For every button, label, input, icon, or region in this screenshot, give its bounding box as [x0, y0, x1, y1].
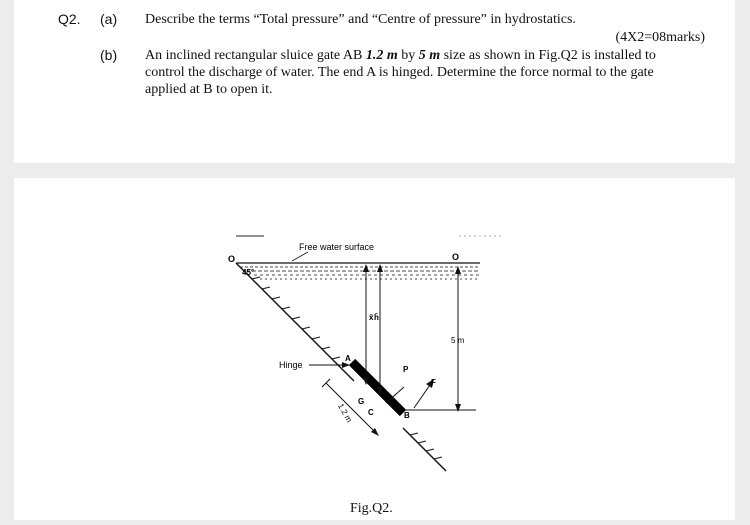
- gate-width: 1.2 m: [365, 48, 398, 63]
- water-surface: [236, 263, 480, 279]
- question-number: Q2.: [58, 11, 81, 27]
- point-g-label: G: [358, 397, 365, 406]
- figure-page: [14, 178, 735, 520]
- hbar-label: h̄: [374, 313, 379, 322]
- point-b-label: B: [404, 411, 410, 420]
- origin-right-label: O: [452, 252, 460, 262]
- part-a-text: Describe the terms “Total pressure” and “Centre of pressure” in hydrostatics.: [145, 12, 576, 27]
- gate-length: 5 m: [418, 48, 441, 63]
- question-page: [14, 0, 735, 163]
- free-surface-label: Free water surface: [299, 242, 375, 252]
- xbar-label: x̄: [369, 313, 374, 322]
- gate-length-label: 1.2 m: [336, 402, 354, 424]
- inclined-wall: [236, 263, 446, 471]
- force-f-label: F: [431, 378, 436, 387]
- point-c-label: C: [368, 408, 374, 417]
- part-a-marks: (4X2=08marks): [615, 30, 705, 45]
- figure-caption: Fig.Q2.: [350, 501, 393, 516]
- free-surface-leader: [292, 252, 308, 261]
- point-p-label: P: [403, 365, 409, 374]
- depth-5m-label: 5 m: [451, 336, 465, 345]
- part-b-label: (b): [100, 47, 118, 63]
- sluice-gate-diagram: [14, 178, 735, 520]
- part-a-label: (a): [100, 11, 118, 27]
- point-a-label: A: [345, 354, 351, 363]
- part-b-text: An inclined rectangular sluice gate AB 1.2 m by 5 m size as shown in Fig.Q2 is installed to control the discharge of water. The end A is hinged. Determine the force normal to the gate applied at B to open it.: [145, 48, 656, 97]
- angle-label: 45°: [242, 268, 255, 277]
- origin-left-label: O: [228, 254, 236, 264]
- hinge-label: Hinge: [279, 360, 303, 370]
